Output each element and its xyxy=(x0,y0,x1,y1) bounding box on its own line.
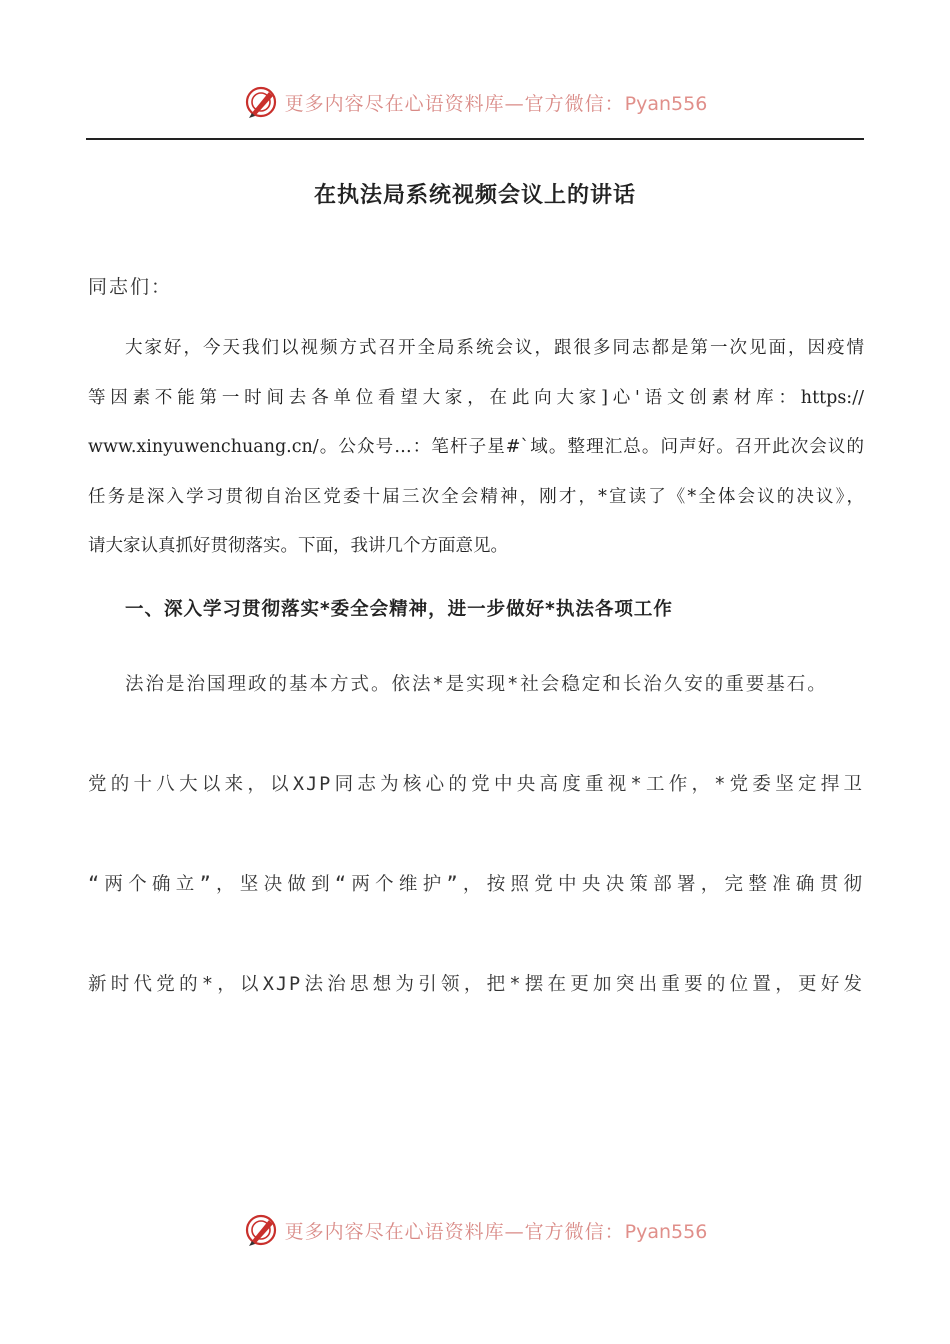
paragraph-line: 任务是深入学习贯彻自治区党委十届三次全会精神，刚才，*宣读了《*全体会议的决议》， xyxy=(88,486,864,507)
pen-logo-icon xyxy=(243,84,279,120)
watermark-text: 更多内容尽在心语资料库—官方微信：Pyan556 xyxy=(284,1220,708,1243)
section-heading-1: 一、深入学习贯彻落实*委全会精神，进一步做好*执法各项工作 xyxy=(125,599,673,620)
paragraph-line: 大家好，今天我们以视频方式召开全局系统会议，跟很多同志都是第一次见面，因疫情 xyxy=(125,338,864,358)
paragraph-line: 等因素不能第一时间去各单位看望大家，在此向大家]心'语文创素材库：https:// xyxy=(88,387,864,408)
page-title: 在执法局系统视频会议上的讲话 xyxy=(313,183,636,208)
paragraph-line: 请大家认真抓好贯彻落实。下面，我讲几个方面意见。 xyxy=(88,536,508,556)
watermark-footer xyxy=(0,1208,950,1252)
body-paragraph xyxy=(88,660,864,1060)
paragraph-line: www.xinyuwenchuang.cn/。公众号…：笔杆子星#`域。整理汇总。问声好。召开此次会议的 xyxy=(88,437,864,457)
watermark-header xyxy=(0,80,950,124)
paragraph-line: “两个确立”，坚决做到“两个维护”，按照党中央决策部署，完整准确贯彻 xyxy=(88,874,864,895)
paragraph-line: 新时代党的*，以XJP法治思想为引领，把*摆在更加突出重要的位置，更好发 xyxy=(88,974,864,995)
paragraph-line: 法治是治国理政的基本方式。依法*是实现*社会稳定和长治久安的重要基石。 xyxy=(125,674,828,695)
salutation: 同志们： xyxy=(88,276,173,298)
intro-paragraph xyxy=(88,324,864,572)
header-divider xyxy=(86,138,864,140)
watermark-text: 更多内容尽在心语资料库—官方微信：Pyan556 xyxy=(284,92,708,115)
pen-logo-icon xyxy=(243,1212,279,1248)
paragraph-line: 党的十八大以来，以XJP同志为核心的党中央高度重视*工作，*党委坚定捍卫 xyxy=(88,774,864,795)
